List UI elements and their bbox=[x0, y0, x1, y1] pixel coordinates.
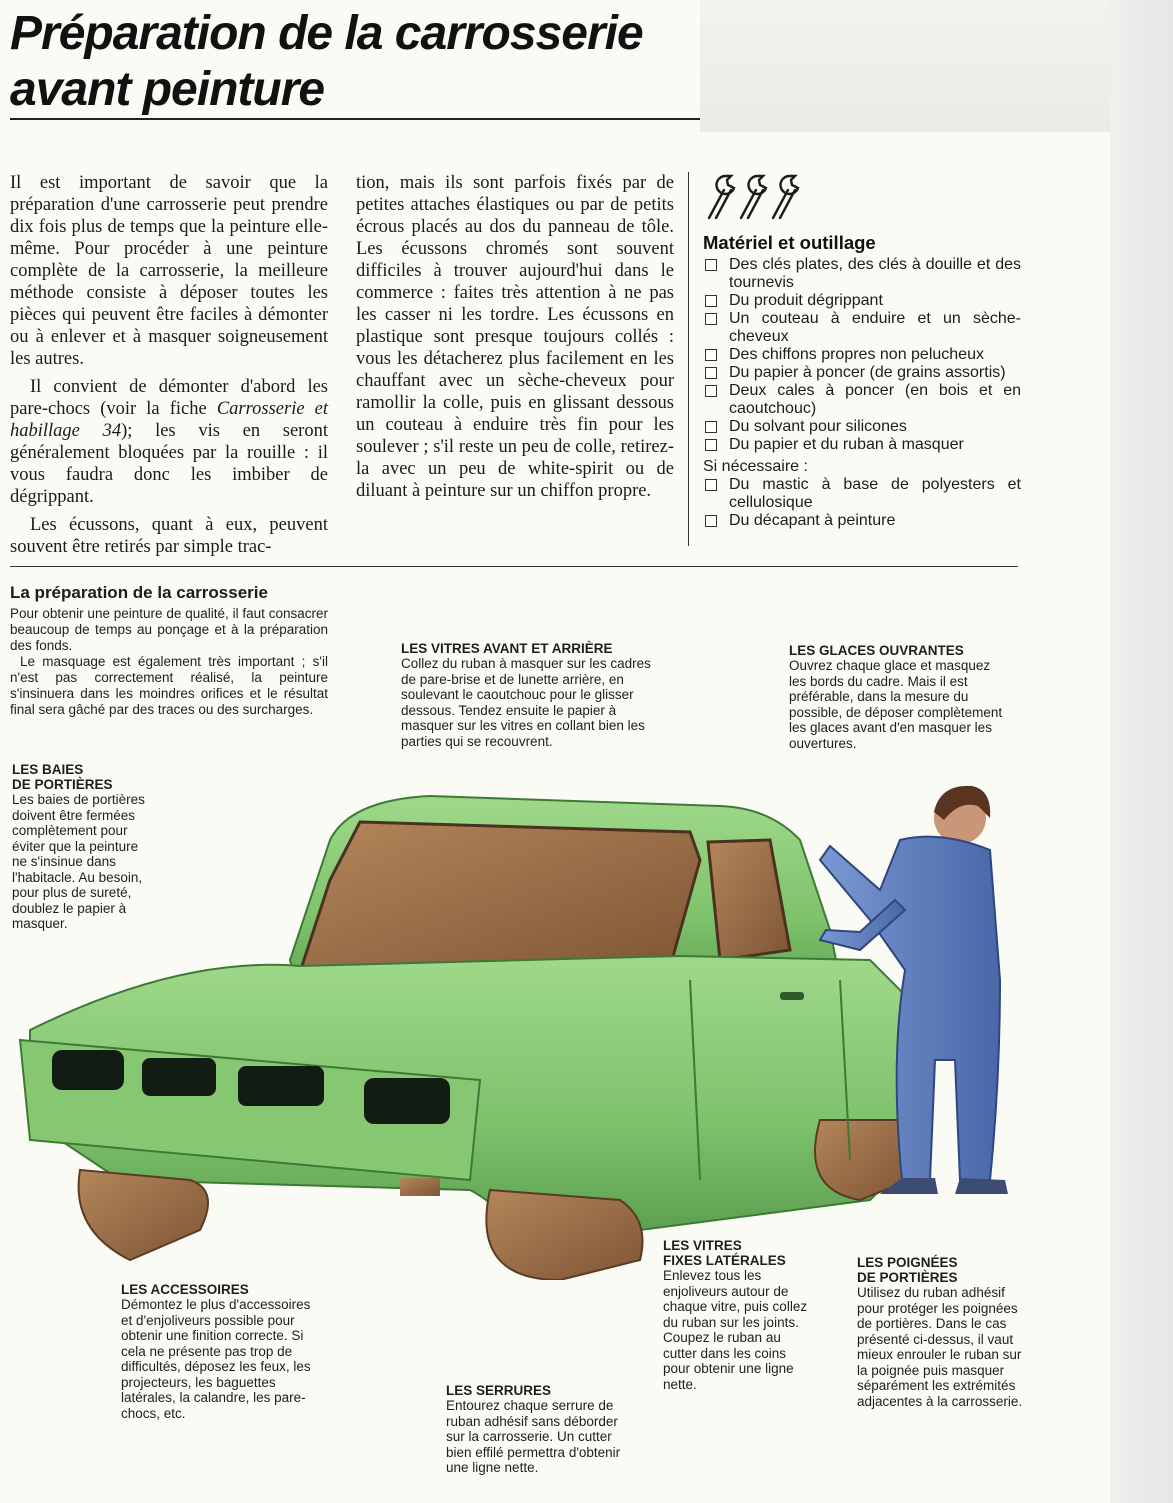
checkbox-icon bbox=[705, 295, 717, 307]
checkbox-icon bbox=[705, 259, 717, 271]
page-title bbox=[10, 6, 643, 118]
headlight bbox=[364, 1078, 450, 1124]
caption-title bbox=[857, 1255, 1027, 1285]
intro-paragraph-3: Les écussons, quant à eux, peuvent souvent être retirés par simple trac- bbox=[10, 515, 328, 557]
tool-item-label: Du produit dégrippant bbox=[729, 292, 883, 309]
tools-title: Matériel et outillage bbox=[703, 232, 876, 253]
caption-title-line-1: LES POIGNÉES bbox=[857, 1255, 958, 1270]
caption-serrures bbox=[446, 1383, 626, 1476]
caption-title: LES SERRURES bbox=[446, 1383, 552, 1398]
intro-column-2 bbox=[356, 172, 674, 508]
tool-item bbox=[703, 476, 1021, 512]
tool-item bbox=[703, 418, 1021, 436]
windshield-masked bbox=[300, 822, 700, 972]
badge-masked bbox=[400, 1178, 440, 1196]
section-rule bbox=[10, 566, 1018, 567]
caption-title: LES GLACES OUVRANTES bbox=[789, 643, 964, 658]
caption-title-line-1: LES VITRES bbox=[663, 1238, 742, 1253]
adjacent-page-strip bbox=[700, 0, 1173, 132]
front-left-wheel-masked bbox=[79, 1170, 208, 1260]
tool-item-label: Du papier et du ruban à masquer bbox=[729, 436, 964, 453]
caption-title: LES VITRES AVANT ET ARRIÈRE bbox=[401, 641, 613, 656]
checkbox-icon bbox=[705, 421, 717, 433]
caption-title-line-2: FIXES LATÉRALES bbox=[663, 1253, 786, 1268]
caption-title-line-1: LES BAIES bbox=[12, 762, 84, 777]
tools-optional-list bbox=[703, 476, 1021, 530]
checkbox-icon bbox=[705, 367, 717, 379]
tool-item bbox=[703, 382, 1021, 418]
section-paragraph-2: Le masquage est également très important ; s'il n'est pas correctement réalisé, la peinture s'insinuera dans les moindres orifices et le résultat final sera gâché par des traces ou des surcharges. bbox=[10, 654, 328, 717]
tool-item bbox=[703, 436, 1021, 454]
tool-item-label: Un couteau à enduire et un sèche-cheveux bbox=[729, 310, 1021, 345]
tool-item bbox=[703, 364, 1021, 382]
caption-title bbox=[12, 762, 152, 792]
checkbox-icon bbox=[705, 439, 717, 451]
page-title-line-2: avant peinture bbox=[10, 63, 325, 116]
caption-text: Ouvrez chaque glace et masquez les bords du cadre. Mais il est préférable, dans la mesure du possible, de déposer complètement les glaces avant d'en masquer les ouvertures. bbox=[789, 658, 1003, 751]
caption-text: Enlevez tous les enjoliveurs autour de chaque vitre, puis collez du ruban sur les joints. Coupez le ruban au cutter dans les coins pour obtenir une ligne nette. bbox=[663, 1268, 808, 1392]
intro-paragraph-2-start: Il convient de démonter d'abord les pare-chocs (voir la fiche bbox=[10, 377, 328, 419]
intro-paragraph-1: Il est important de savoir que la préparation d'une carrosserie peut prendre dix fois plus de temps que la peinture elle-même. Pour procéder à une peinture complète de la carrosserie, la meilleure méthode consiste à déposer toutes les pièces qui peuvent être faciles à démonter ou à enlever et à masquer soigneusement les autres. bbox=[10, 173, 328, 369]
title-rule bbox=[10, 118, 700, 120]
intro-column-1 bbox=[10, 172, 328, 564]
mechanic-shoe bbox=[955, 1178, 1008, 1194]
tool-item-label: Des clés plates, des clés à douille et des tournevis bbox=[729, 256, 1021, 291]
column-separator bbox=[688, 172, 689, 546]
page-edge-strip bbox=[1110, 0, 1173, 1503]
caption-poignees bbox=[857, 1255, 1027, 1409]
caption-text: Utilisez du ruban adhésif pour protéger les poignées de portières. Dans le cas présenté ci-dessus, il vaut mieux enrouler le ruban sur la poignée puis masquer séparément les extrémités adjacentes à la carrosserie. bbox=[857, 1285, 1023, 1409]
caption-baies bbox=[12, 762, 152, 932]
intro-paragraph-2-end: ); les vis en seront généralement bloquées par la rouille : il vous faudra donc les imbiber de dégrippant. bbox=[10, 421, 328, 507]
tool-item bbox=[703, 346, 1021, 364]
caption-accessoires bbox=[121, 1282, 311, 1421]
tool-item bbox=[703, 256, 1021, 292]
caption-text: Démontez le plus d'accessoires et d'enjoliveurs possible pour obtenir une finition correcte. Si cela ne présente pas trop de difficultés, déposez les feux, les projecteurs, les baguettes latérales, la calandre, les pare-chocs, etc. bbox=[121, 1297, 311, 1421]
intro-paragraph-4: tion, mais ils sont parfois fixés par de petites attaches élastiques ou par de petits écrous placés au dos du panneau de tôle. Les écussons chromés sont souvent difficiles à trouver aujourd'hui dans le commerce : faites très attention à ne pas les casser ni les tordre. Les écussons en plastique sont presque toujours collés : vous les détacherez plus facilement en les chauffant avec un sèche-cheveux pour ramollir la colle, puis en glissant dessous un couteau à enduire très fin pour les soulever ; s'il reste un peu de colle, retirez-la avec un peu de white-spirit ou de diluant à peinture sur un chiffon propre. bbox=[356, 173, 674, 501]
checkbox-icon bbox=[705, 349, 717, 361]
checkbox-icon bbox=[705, 385, 717, 397]
page-title-line-1: Préparation de la carrosserie bbox=[10, 7, 643, 60]
caption-title-line-2: DE PORTIÈRES bbox=[12, 777, 113, 792]
tool-item-label: Du solvant pour silicones bbox=[729, 418, 907, 435]
tools-optional-note: Si nécessaire : bbox=[703, 458, 808, 475]
section-title: La préparation de la carrosserie bbox=[10, 583, 268, 602]
checkbox-icon bbox=[705, 313, 717, 325]
grille-slot bbox=[238, 1066, 324, 1106]
tool-item-label: Du décapant à peinture bbox=[729, 512, 896, 529]
tool-item bbox=[703, 512, 1021, 530]
door-handle bbox=[780, 992, 804, 1000]
caption-text: Les baies de portières doivent être fermées complètement pour éviter que la peinture ne s'insinue dans l'habitacle. Au besoin, pour plus de sureté, doublez le papier à masquer. bbox=[12, 792, 145, 931]
wrenches-icon bbox=[703, 168, 813, 224]
caption-text: Entourez chaque serrure de ruban adhésif sans déborder sur la carrosserie. Un cutter bien effilé permettra d'obtenir une ligne nette. bbox=[446, 1398, 621, 1475]
tool-item-label: Du papier à poncer (de grains assortis) bbox=[729, 364, 1006, 381]
tools-list bbox=[703, 256, 1021, 454]
caption-laterales bbox=[663, 1238, 813, 1392]
car-masking-illustration bbox=[0, 760, 1100, 1280]
caption-glaces bbox=[789, 643, 1004, 751]
checkbox-icon bbox=[705, 479, 717, 491]
tool-item-label: Deux cales à poncer (en bois et en caoutchouc) bbox=[729, 382, 1021, 417]
tool-item-label: Du mastic à base de polyesters et cellulosique bbox=[729, 476, 1021, 511]
caption-vitres bbox=[401, 641, 667, 749]
tool-item-label: Des chiffons propres non pelucheux bbox=[729, 346, 984, 363]
caption-title: LES ACCESSOIRES bbox=[121, 1282, 249, 1297]
front-right-wheel-masked bbox=[486, 1190, 642, 1280]
tool-item bbox=[703, 292, 1021, 310]
caption-text: Collez du ruban à masquer sur les cadres de pare-brise et de lunette arrière, en soulevant le caoutchouc pour le glisser dessous. Tendez ensuite le papier à masquer sur les vitres en collant bien les parties qui se recouvrent. bbox=[401, 656, 651, 749]
caption-title-line-2: DE PORTIÈRES bbox=[857, 1270, 958, 1285]
section-body bbox=[10, 606, 328, 718]
intro-paragraph-2 bbox=[10, 376, 328, 508]
grille-slot bbox=[142, 1058, 216, 1096]
caption-title bbox=[663, 1238, 813, 1268]
headlight bbox=[52, 1050, 124, 1090]
fiche-reference: Carrosserie et habillage 34 bbox=[10, 399, 328, 441]
tools-box bbox=[703, 168, 1021, 530]
section-paragraph-1: Pour obtenir une peinture de qualité, il faut consacrer beaucoup de temps au ponçage et à la préparation des fonds. bbox=[10, 606, 328, 653]
tool-item bbox=[703, 310, 1021, 346]
checkbox-icon bbox=[705, 515, 717, 527]
